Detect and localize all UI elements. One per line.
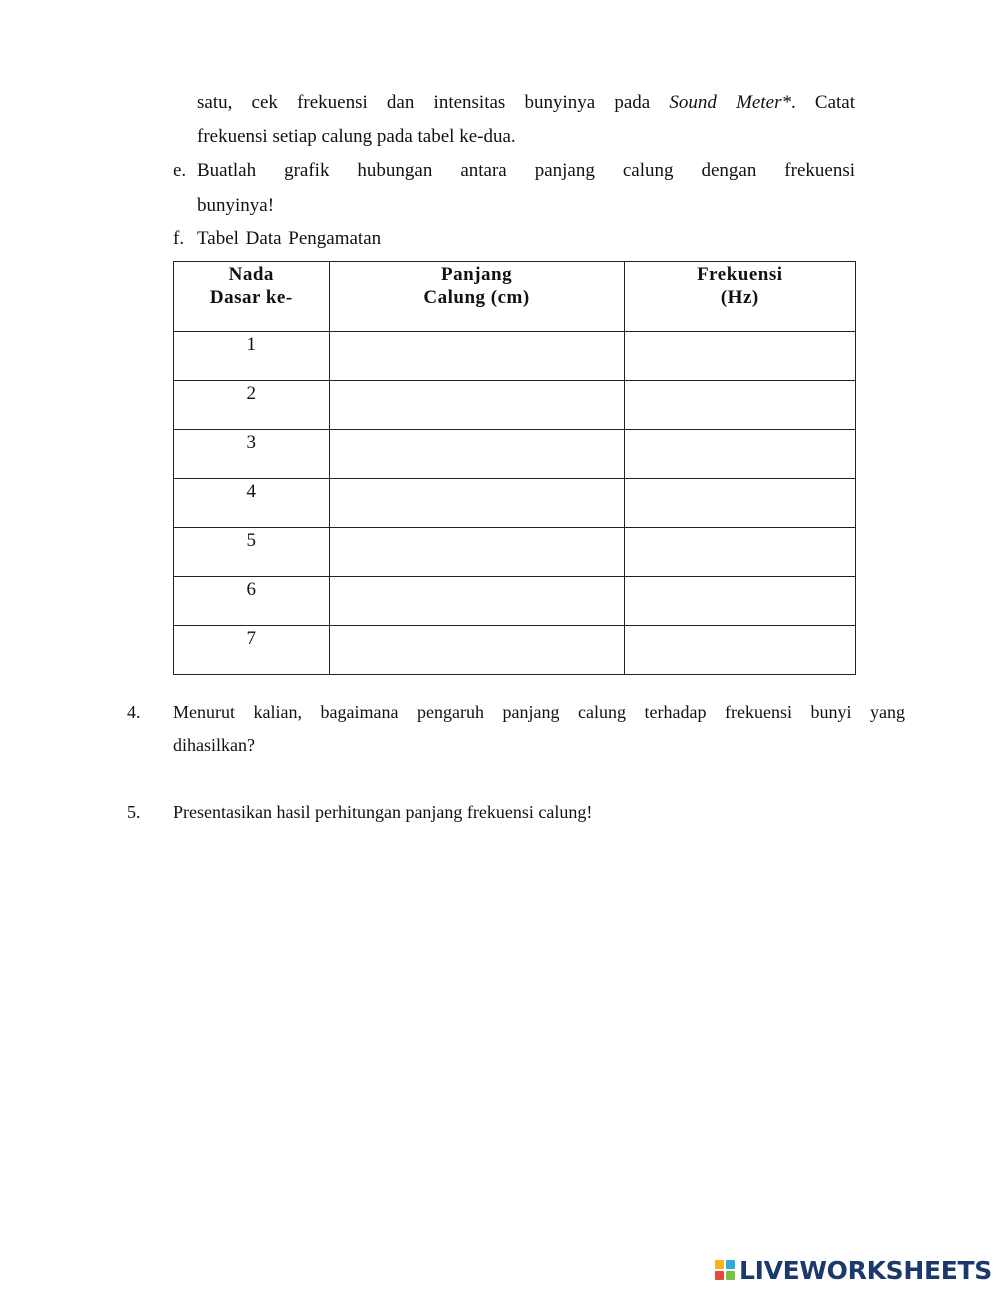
- step-d-line-2: frekuensi setiap calung pada tabel ke-dua.: [197, 126, 516, 147]
- header-nada: [174, 262, 330, 332]
- sound-meter-term: Sound Meter*: [669, 92, 791, 113]
- cell-nada: 1: [174, 332, 330, 381]
- brand-name: LIVEWORKSHEETS: [738, 1255, 992, 1285]
- table-row: [174, 577, 856, 626]
- step-e-marker: e.: [173, 160, 187, 181]
- table-row: [174, 332, 856, 381]
- step-d-text-before: satu, cek frekuensi dan intensitas bunyinya pada: [197, 92, 670, 113]
- table-row: [174, 528, 856, 577]
- cell-frekuensi-input[interactable]: [624, 479, 855, 528]
- step-e-line-1: Buatlah grafik hubungan antara panjang calung dengan frekuensi: [197, 160, 855, 181]
- question-5-text: Presentasikan hasil perhitungan panjang frekuensi calung!: [173, 802, 593, 822]
- cell-panjang-input[interactable]: [329, 381, 624, 430]
- logo-square-l: [715, 1260, 724, 1269]
- header-frekuensi-line-1: Frekuensi: [697, 264, 783, 285]
- logo-square-i: [726, 1260, 735, 1269]
- cell-frekuensi-input[interactable]: [624, 332, 855, 381]
- cell-frekuensi-input[interactable]: [624, 430, 855, 479]
- header-nada-line-1: Nada: [228, 264, 274, 285]
- header-frekuensi-line-2: (Hz): [720, 287, 759, 308]
- cell-frekuensi-input[interactable]: [624, 577, 855, 626]
- cell-nada: 3: [174, 430, 330, 479]
- cell-frekuensi-input[interactable]: [624, 528, 855, 577]
- cell-nada: 7: [174, 626, 330, 675]
- logo-square-v: [715, 1271, 724, 1280]
- cell-panjang-input[interactable]: [329, 479, 624, 528]
- question-5-number: 5.: [127, 802, 141, 822]
- step-d-line-1: [197, 91, 855, 115]
- logo-square-e: [726, 1271, 735, 1280]
- table-row: [174, 381, 856, 430]
- cell-nada: 2: [174, 381, 330, 430]
- cell-panjang-input[interactable]: [329, 577, 624, 626]
- cell-panjang-input[interactable]: [329, 332, 624, 381]
- header-frekuensi: [624, 262, 855, 332]
- step-f-marker: f.: [173, 228, 185, 249]
- cell-frekuensi-input[interactable]: [624, 626, 855, 675]
- step-d-text-after: . Catat: [790, 92, 855, 113]
- step-f-text: Tabel Data Pengamatan: [197, 228, 382, 249]
- header-panjang-line-2: Calung (cm): [423, 287, 530, 308]
- table-row: [174, 626, 856, 675]
- liveworksheets-logo-icon: [715, 1260, 735, 1280]
- header-nada-line-2: Dasar ke-: [209, 287, 293, 308]
- cell-panjang-input[interactable]: [329, 430, 624, 479]
- table-header-row: [174, 262, 856, 332]
- step-e-line-2: bunyinya!: [197, 195, 275, 216]
- table-row: [174, 479, 856, 528]
- observation-table: [173, 261, 856, 675]
- question-4-line-1: Menurut kalian, bagaimana pengaruh panjang calung terhadap frekuensi bunyi yang: [173, 702, 905, 722]
- cell-panjang-input[interactable]: [329, 626, 624, 675]
- cell-nada: 5: [174, 528, 330, 577]
- liveworksheets-brand: [715, 1256, 992, 1284]
- header-panjang-line-1: Panjang: [441, 264, 513, 285]
- cell-nada: 4: [174, 479, 330, 528]
- question-4-number: 4.: [127, 702, 141, 722]
- cell-panjang-input[interactable]: [329, 528, 624, 577]
- header-panjang: [329, 262, 624, 332]
- cell-nada: 6: [174, 577, 330, 626]
- question-4-line-2: dihasilkan?: [173, 735, 255, 755]
- cell-frekuensi-input[interactable]: [624, 381, 855, 430]
- table-row: [174, 430, 856, 479]
